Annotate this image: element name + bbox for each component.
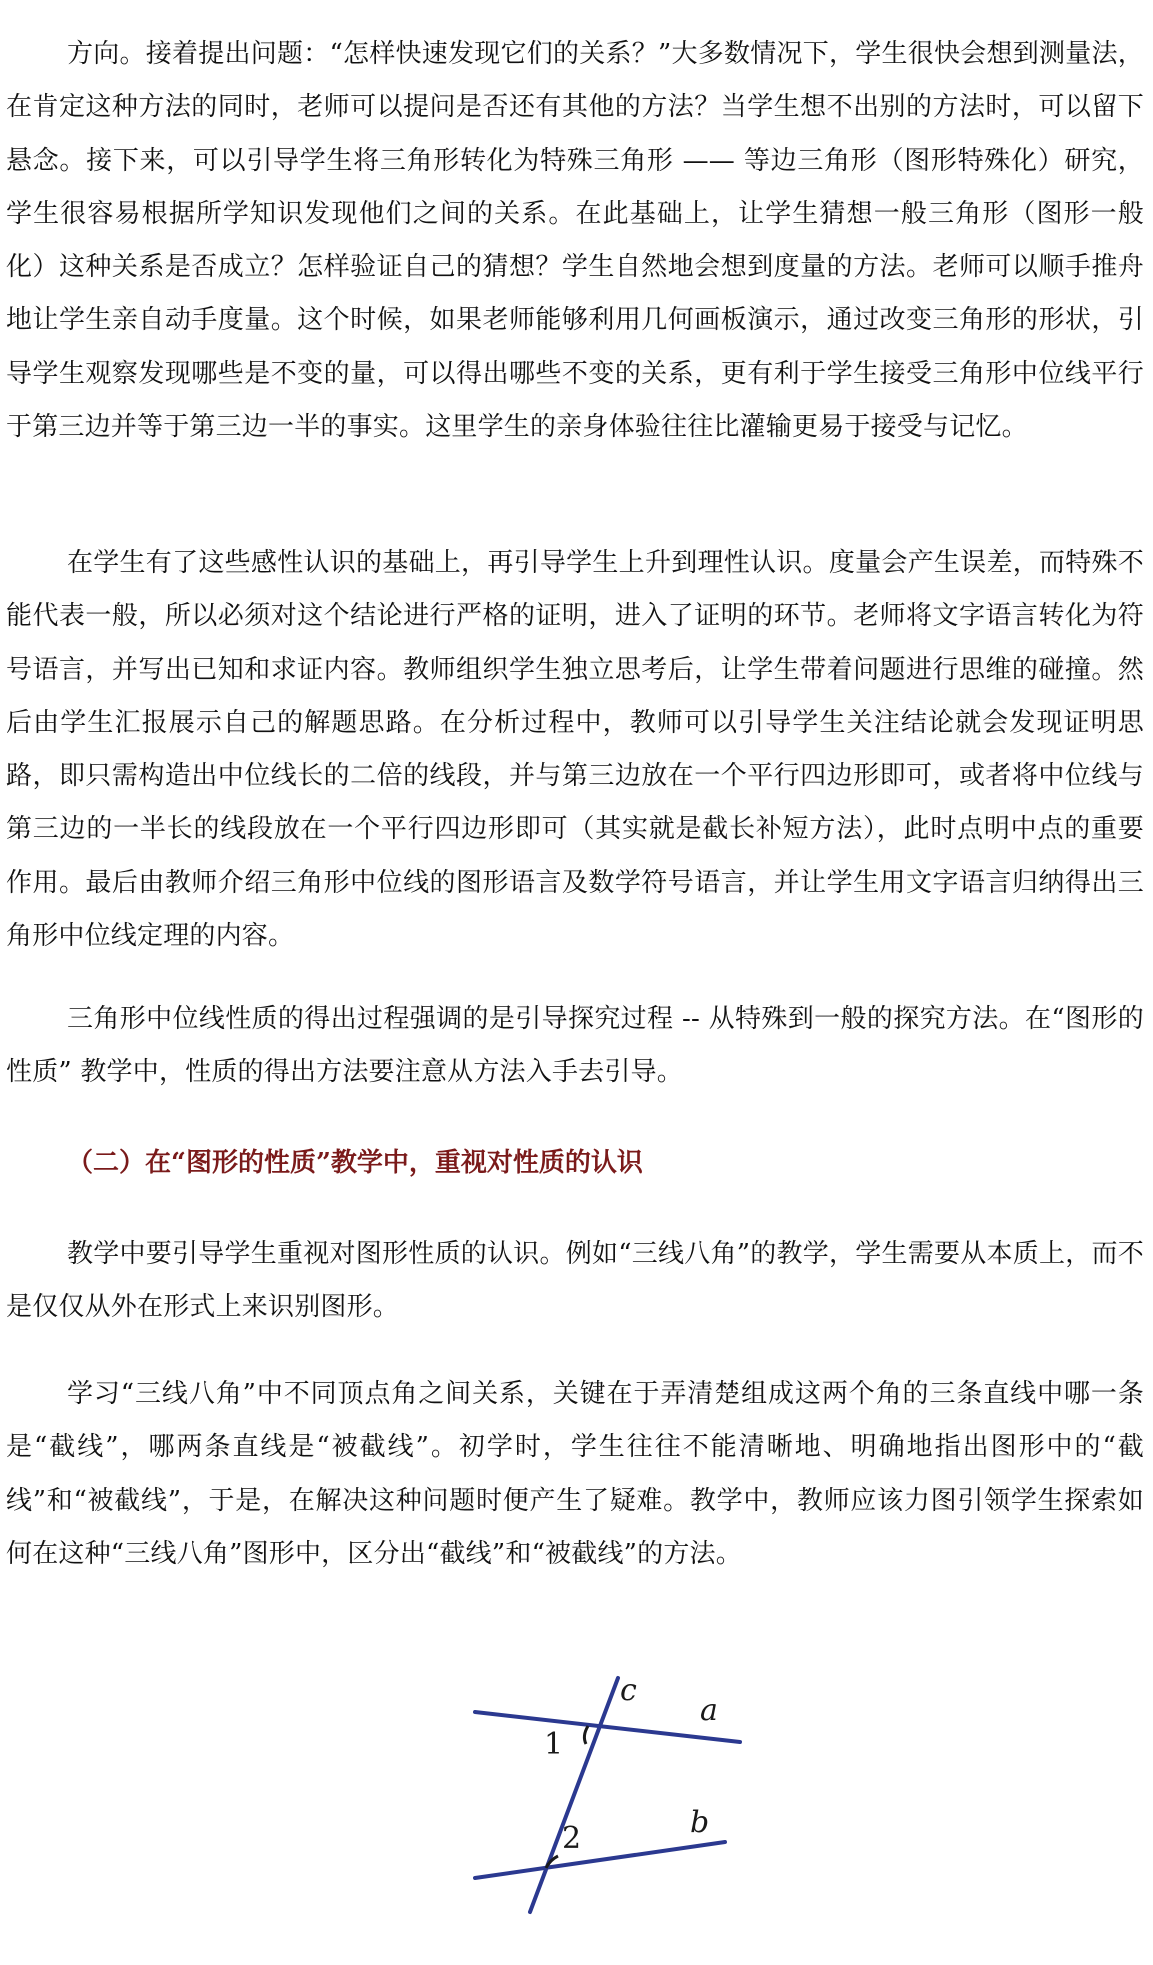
angle-2-label: 2 — [562, 1821, 582, 1856]
line-b-label: b — [690, 1805, 710, 1840]
paragraph-proof: 在学生有了这些感性认识的基础上，再引导学生上升到理性认识。度量会产生误差，而特殊不能代表一般，所以必须对这个结论进行严格的证明，进入了证明的环节。老师将文字语言转化为符号语言，并写出已知和求证内容。教师组织学生独立思考后，让学生带着问题进行思维的碰撞。然后由学生汇报展示自己的解题思路。在分析过程中，教师可以引导学生关注结论就会发现证明思路，即只需构造出中位线长的二倍的线段，并与第三边放在一个平行四边形即可，或者将中位线与第三边的一半长的线段放在一个平行四边形即可（其实就是截长补短方法），此时点明中点的重要作用。最后由教师介绍三角形中位线的图形语言及数学符号语言，并让学生用文字语言归纳得出三角形中位线定理的内容。 — [6, 548, 1144, 952]
line-c-label: c — [620, 1673, 637, 1708]
angle-1-arc — [584, 1726, 588, 1744]
line-b — [475, 1842, 725, 1878]
paragraph-intro: 方向。接着提出问题：“怎样快速发现它们的关系？”大多数情况下，学生很快会想到测量法，在肯定这种方法的同时，老师可以提问是否还有其他的方法？当学生想不出别的方法时，可以留下悬念。接下来，可以引导学生将三角形转化为特殊三角形 —— 等边三角形（图形特殊化）研究，学生很容易根据所学知识发现他们之间的关系。在此基础上，让学生猜想一般三角形（图形一般化）这种关系是否成立？怎样验证自己的猜想？学生自然地会想到度量的方法。老师可以顺手推舟地让学生亲自动手度量。这个时候，如果老师能够利用几何画板演示，通过改变三角形的形状，引导学生观察发现哪些是不变的量，可以得出哪些不变的关系，更有利于学生接受三角形中位线平行于第三边并等于第三边一半的事实。这里学生的亲身体验往往比灌输更易于接受与记忆。 — [6, 39, 1144, 443]
paragraph-transversal: 学习“三线八角”中不同顶点角之间关系，关键在于弄清楚组成这两个角的三条直线中哪一条是“截线”，哪两条直线是“被截线”。初学时，学生往往不能清晰地、明确地指出图形中的“截线”和“被截线”，于是，在解决这种问题时便产生了疑难。教学中，教师应该力图引领学生探索如何在这种“三线八角”图形中，区分出“截线”和“被截线”的方法。 — [6, 1379, 1144, 1569]
line-c — [530, 1678, 618, 1912]
three-lines-eight-angles-figure — [470, 1670, 750, 1920]
line-a-label: a — [700, 1693, 718, 1728]
paragraph-summary: 三角形中位线性质的得出过程强调的是引导探究过程 -- 从特殊到一般的探究方法。在“图形的性质” 教学中，性质的得出方法要注意从方法入手去引导。 — [6, 1004, 1144, 1088]
paragraph-three-lines: 教学中要引导学生重视对图形性质的认识。例如“三线八角”的教学，学生需要从本质上，而不是仅仅从外在形式上来识别图形。 — [6, 1239, 1144, 1323]
section-heading: （二）在“图形的性质”教学中，重视对性质的认识 — [67, 1148, 643, 1178]
angle-1-label: 1 — [544, 1727, 564, 1762]
